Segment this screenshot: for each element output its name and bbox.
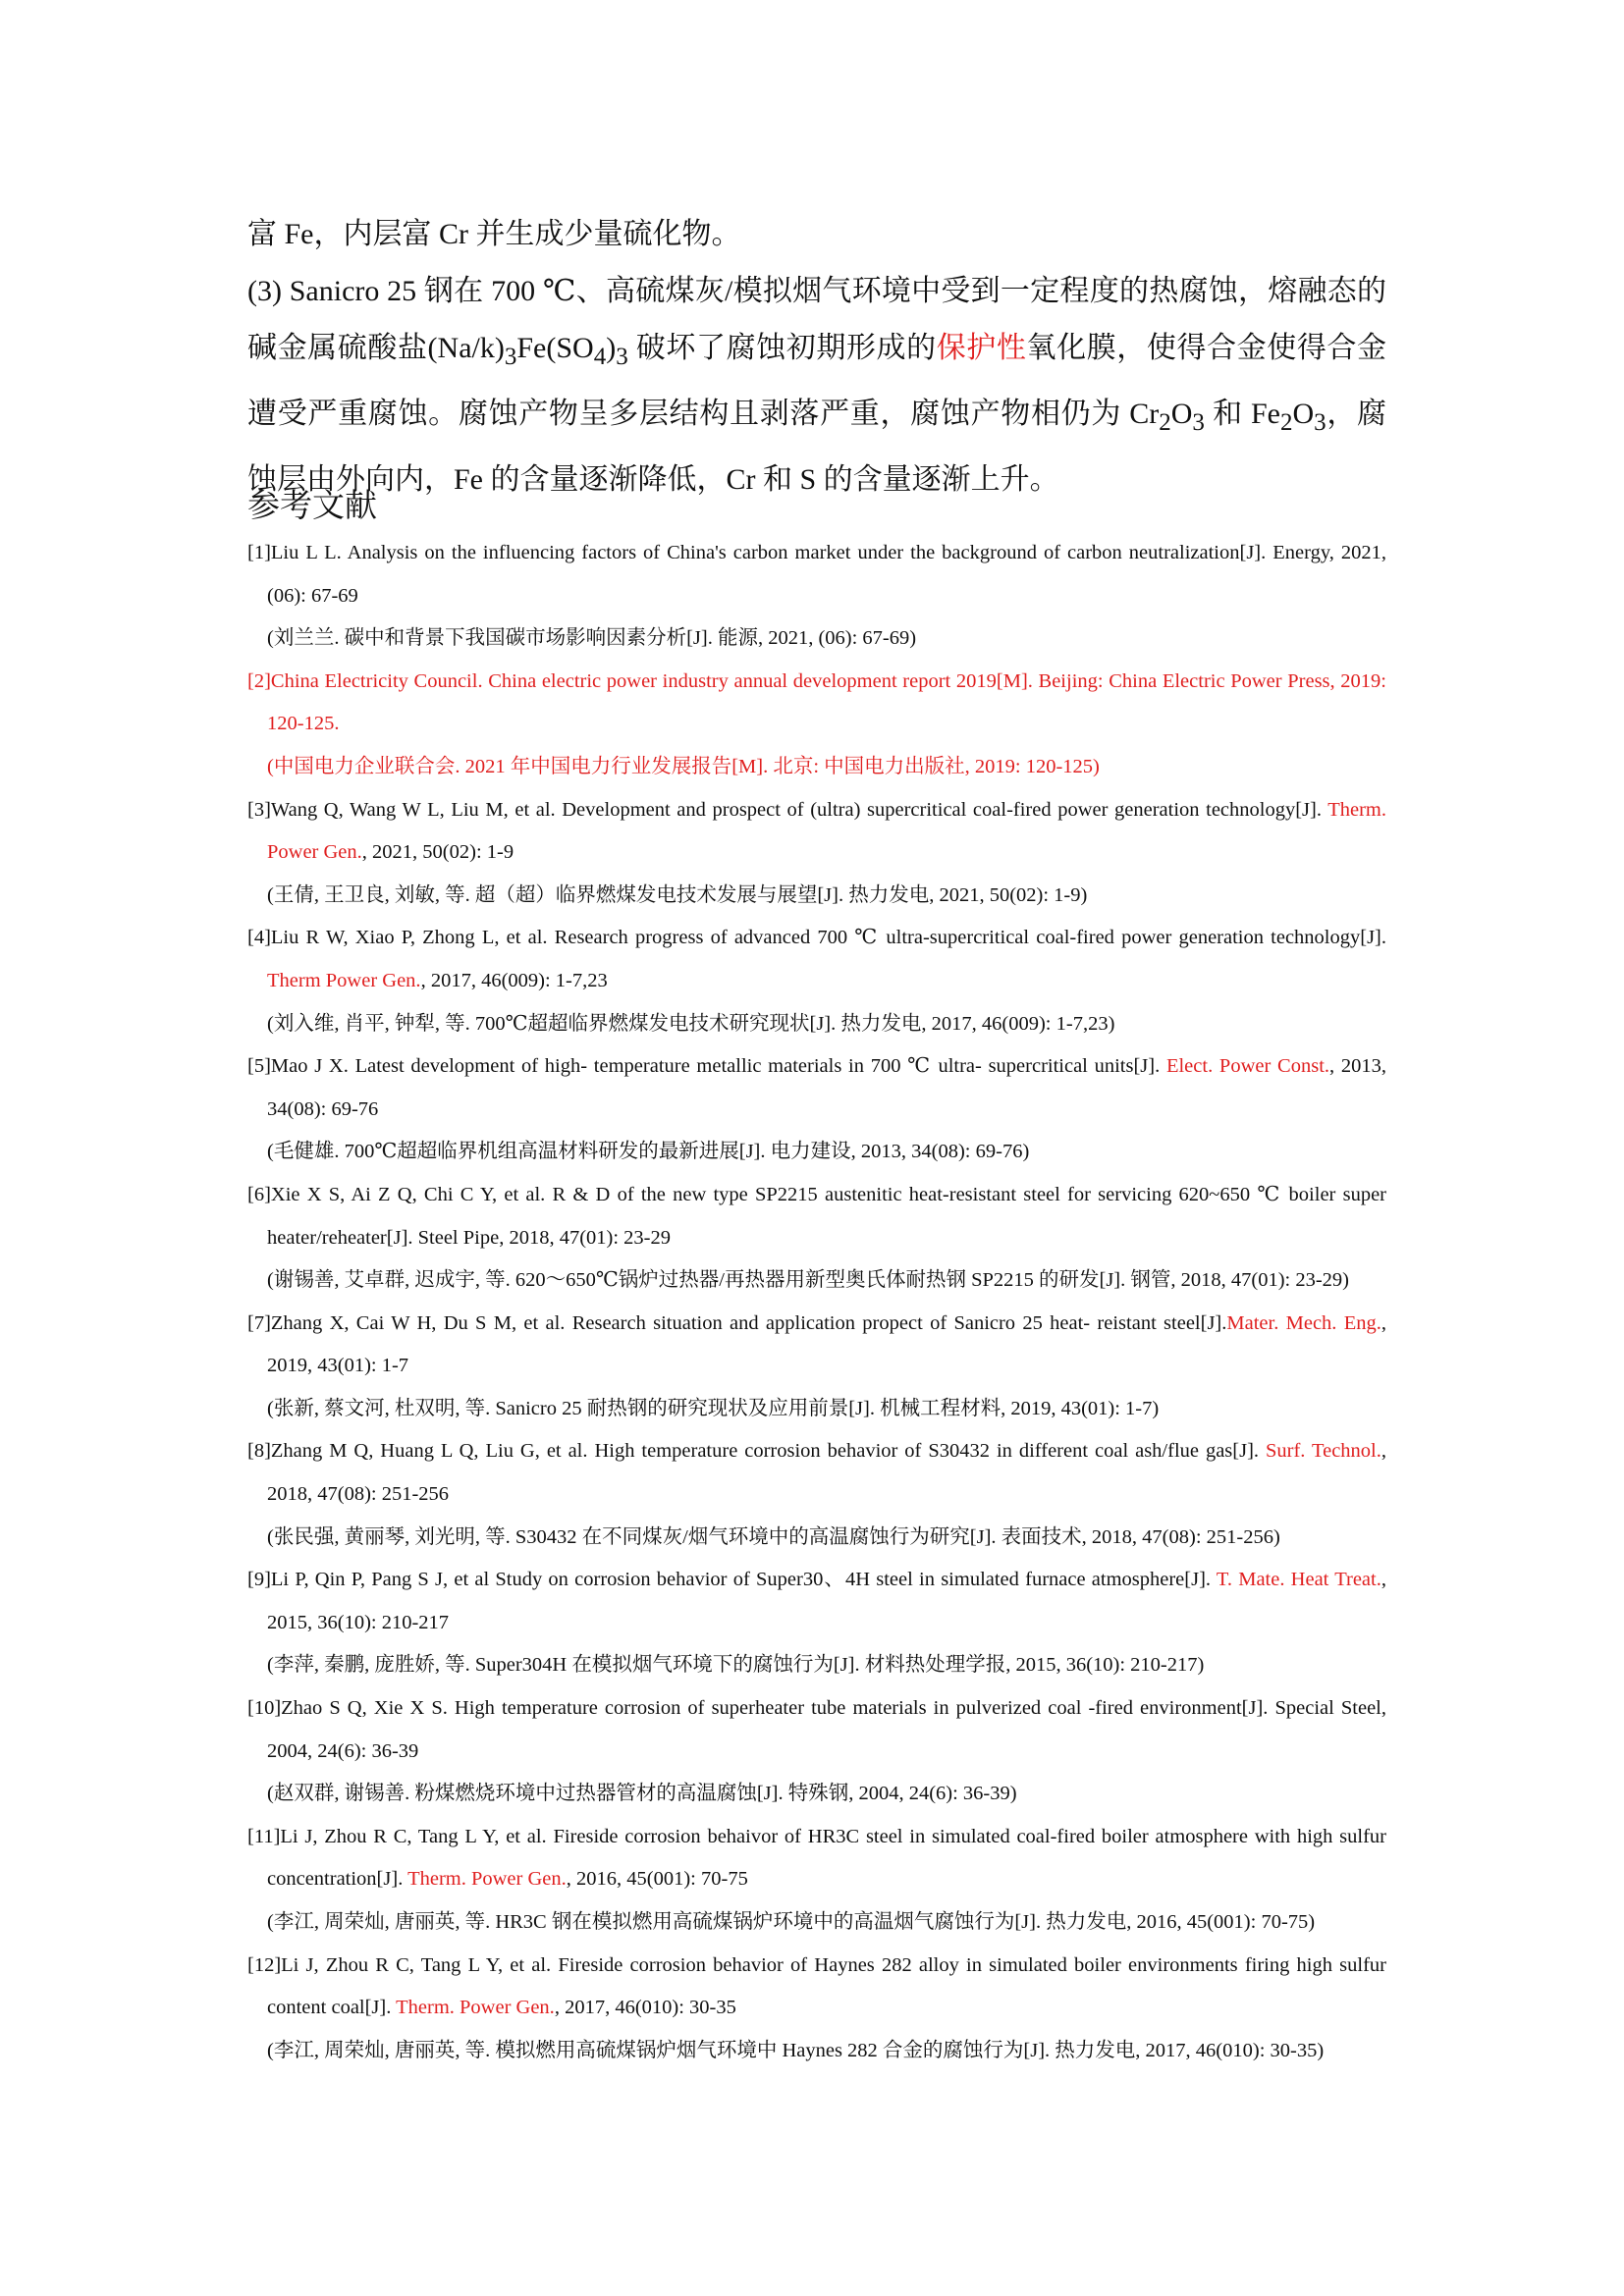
reference-en: [8]Zhang M Q, Huang L Q, Liu G, et al. High temperature corrosion behavior of S30432 in different coal ash/flue gas[J]. Surf. Technol., 2018, 47(08): 251-256 bbox=[247, 1440, 1386, 1506]
reference-item bbox=[247, 1045, 1386, 1174]
conclusion-text bbox=[247, 206, 1386, 508]
reference-zh: (李江, 周荣灿, 唐丽英, 等. 模拟燃用高硫煤锅炉烟气环境中 Haynes 282 合金的腐蚀行为[J]. 热力发电, 2017, 46(010): 30-35) bbox=[267, 2039, 1325, 2061]
reference-zh: (李萍, 秦鹏, 庞胜娇, 等. Super304H 在模拟烟气环境下的腐蚀行为[J]. 材料热处理学报, 2015, 36(10): 210-217) bbox=[267, 1654, 1205, 1677]
reference-zh: (李江, 周荣灿, 唐丽英, 等. HR3C 钢在模拟燃用高硫煤锅炉环境中的高温烟气腐蚀行为[J]. 热力发电, 2016, 45(001): 70-75) bbox=[267, 1911, 1316, 1933]
reference-en: [4]Liu R W, Xiao P, Zhong L, et al. Research progress of advanced 700 ℃ ultra-supercritical coal-fired power generation technology[J]. Therm Power Gen., 2017, 46(009): 1-7,23 bbox=[247, 927, 1386, 991]
reference-zh: (毛健雄. 700℃超超临界机组高温材料研发的最新进展[J]. 电力建设, 2013, 34(08): 69-76) bbox=[267, 1141, 1030, 1163]
reference-list bbox=[247, 532, 1386, 2072]
reference-zh: (张新, 蔡文河, 杜双明, 等. Sanicro 25 耐热钢的研究现状及应用前景[J]. 机械工程材料, 2019, 43(01): 1-7) bbox=[267, 1397, 1160, 1419]
reference-zh: (刘兰兰. 碳中和背景下我国碳市场影响因素分析[J]. 能源, 2021, (06): 67-69) bbox=[267, 627, 917, 650]
highlighted-term: 保护性 bbox=[936, 332, 1027, 364]
reference-en: [12]Li J, Zhou R C, Tang L Y, et al. Fireside corrosion behavior of Haynes 282 alloy in simulated boiler environments firing high sulfur content coal[J]. Therm. Power Gen., 2017, 46(010): 30-35 bbox=[247, 1953, 1386, 2019]
reference-zh: (张民强, 黄丽琴, 刘光明, 等. S30432 在不同煤灰/烟气环境中的高温腐蚀行为研究[J]. 表面技术, 2018, 47(08): 251-256) bbox=[267, 1525, 1280, 1548]
reference-item bbox=[247, 1945, 1386, 2073]
reference-zh: (中国电力企业联合会. 2021 年中国电力行业发展报告[M]. 北京: 中国电力出版社, 2019: 120-125) bbox=[267, 755, 1100, 777]
journal-name: Therm. Power Gen. bbox=[396, 1997, 555, 2019]
reference-en: [2]China Electricity Council. China electric power industry annual development report 2019[M]. Beijing: China Electric Power Press, 2019: 120-125. bbox=[247, 669, 1386, 735]
reference-en: [3]Wang Q, Wang W L, Liu M, et al. Development and prospect of (ultra) supercritical coal-fired power generation technology[J]. Therm. Power Gen., 2021, 50(02): 1-9 bbox=[247, 798, 1386, 864]
reference-en: [1]Liu L L. Analysis on the influencing factors of China's carbon market under the background of carbon neutralization[J]. Energy, 2021, (06): 67-69 bbox=[247, 542, 1386, 607]
references-heading: 参考文献 bbox=[247, 489, 377, 524]
journal-name: Elect. Power Const. bbox=[1165, 1055, 1330, 1078]
paragraph-line: 富 Fe，内层富 Cr 并生成少量硫化物。 bbox=[247, 218, 741, 250]
journal-name: T. Mate. Heat Treat. bbox=[1216, 1569, 1381, 1591]
journal-name: Therm. Power Gen. bbox=[407, 1868, 567, 1891]
reference-item bbox=[247, 1687, 1386, 1816]
reference-en: [9]Li P, Qin P, Pang S J, et al Study on corrosion behavior of Super30、4H steel in simulated furnace atmosphere[J]. T. Mate. Heat Treat., 2015, 36(10): 210-217 bbox=[247, 1569, 1386, 1633]
reference-item bbox=[247, 1174, 1386, 1303]
reference-item bbox=[247, 1559, 1386, 1687]
journal-name: Surf. Technol. bbox=[1265, 1440, 1381, 1463]
reference-en: [6]Xie X S, Ai Z Q, Chi C Y, et al. R & D of the new type SP2215 austenitic heat-resistant steel for servicing 620~650 ℃ boiler super heater/reheater[J]. Steel Pipe, 2018, 47(01): 23-29 bbox=[247, 1183, 1386, 1249]
reference-en: [7]Zhang X, Cai W H, Du S M, et al. Research situation and application propect of Sanicro 25 heat- reistant steel[J].Mater. Mech. Eng., 2019, 43(01): 1-7 bbox=[247, 1311, 1386, 1377]
reference-zh: (赵双群, 谢锡善. 粉煤燃烧环境中过热器管材的高温腐蚀[J]. 特殊钢, 2004, 24(6): 36-39) bbox=[267, 1783, 1017, 1805]
reference-en: [5]Mao J X. Latest development of high- temperature metallic materials in 700 ℃ ultra- supercritical units[J]. Elect. Power Const., 2013, 34(08): 69-76 bbox=[247, 1055, 1386, 1120]
reference-item bbox=[247, 1816, 1386, 1945]
reference-item bbox=[247, 1303, 1386, 1431]
reference-en: [11]Li J, Zhou R C, Tang L Y, et al. Fireside corrosion behaivor of HR3C steel in simulated coal-fired boiler atmosphere with high sulfur concentration[J]. Therm. Power Gen., 2016, 45(001): 70-75 bbox=[247, 1825, 1386, 1891]
journal-name: Therm. Power Gen. bbox=[267, 798, 1386, 864]
journal-name: Therm Power Gen. bbox=[267, 969, 421, 991]
reference-item bbox=[247, 1430, 1386, 1559]
reference-item bbox=[247, 789, 1386, 918]
reference-en: [10]Zhao S Q, Xie X S. High temperature corrosion of superheater tube materials in pulverized coal -fired environment[J]. Special Steel, 2004, 24(6): 36-39 bbox=[247, 1697, 1386, 1762]
reference-zh: (王倩, 王卫良, 刘敏, 等. 超（超）临界燃煤发电技术发展与展望[J]. 热力发电, 2021, 50(02): 1-9) bbox=[267, 883, 1088, 906]
reference-item bbox=[247, 532, 1386, 661]
reference-item bbox=[247, 661, 1386, 789]
reference-zh: (谢锡善, 艾卓群, 迟成宇, 等. 620～650℃锅炉过热器/再热器用新型奥氏体耐热钢 SP2215 的研发[J]. 钢管, 2018, 47(01): 23-29) bbox=[267, 1269, 1350, 1292]
paragraph-3: (3) Sanicro 25 钢在 700 ℃、高硫煤灰/模拟烟气环境中受到一定程度的热腐蚀，熔融态的碱金属硫酸盐$(Na/k)_3Fe(SO_4)_3$ 破坏了腐蚀初期形成的保护性氧化膜，使得合金使得合金遭受严重腐蚀。腐蚀产物呈多层结构且剥落严重，腐蚀产物相仍为 $Cr_2O_3$ 和 $Fe_2O_3$，腐蚀层由外向内，Fe 的含量逐渐降低，Cr 和 S 的含量逐渐上升。 bbox=[247, 275, 1387, 496]
journal-name: Mater. Mech. Eng. bbox=[1226, 1311, 1381, 1334]
reference-zh: (刘入维, 肖平, 钟犁, 等. 700℃超超临界燃煤发电技术研究现状[J]. 热力发电, 2017, 46(009): 1-7,23) bbox=[267, 1012, 1115, 1035]
reference-item bbox=[247, 917, 1386, 1045]
